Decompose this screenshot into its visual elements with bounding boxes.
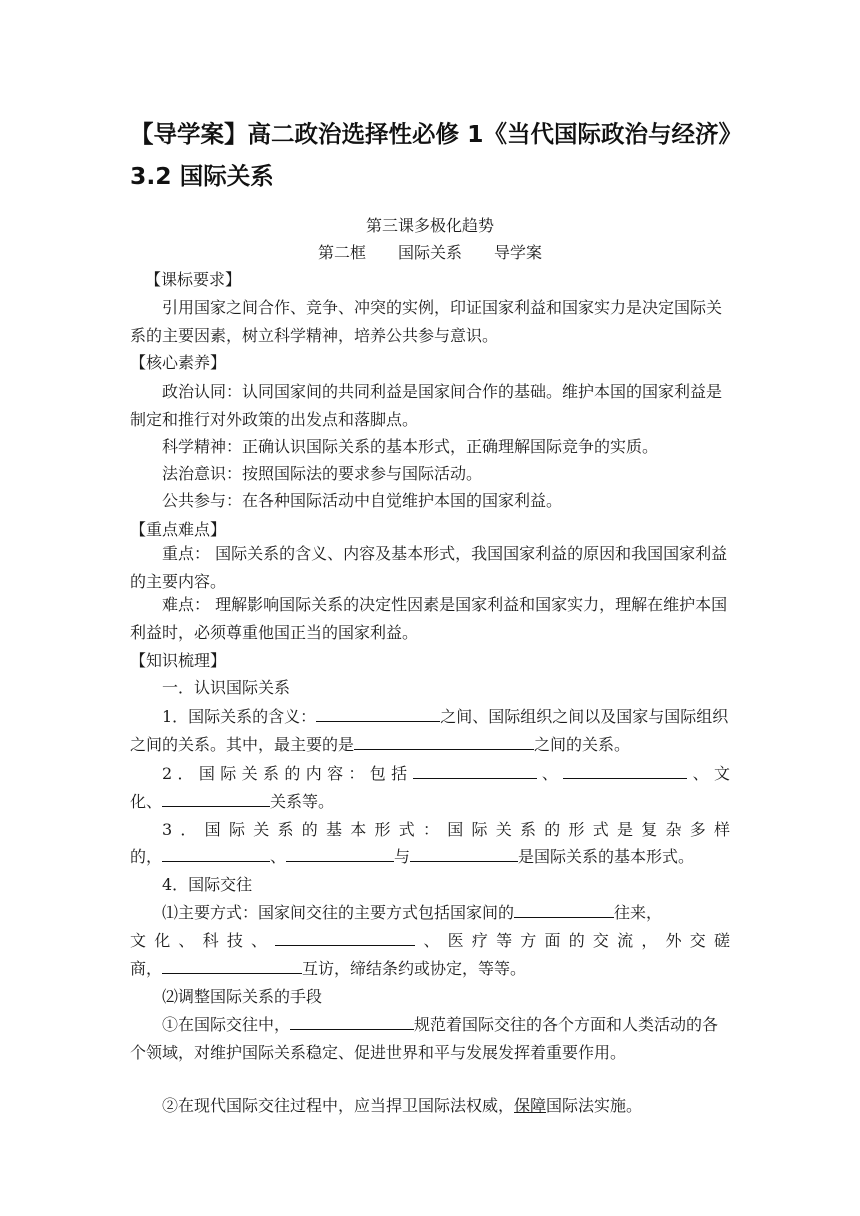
core-literacy-public: 公共参与：在各种国际活动中自觉维护本国的国家利益。 (162, 491, 563, 510)
item-4-1-methods-cont2: 商， 互访，缔结条约或协定，等等。 (130, 955, 730, 983)
item-4-1-methods-cont: 文化、科技、 、医疗等方面的交流，外交磋 (130, 927, 730, 955)
heading-key-points: 【重点难点】 (130, 520, 227, 539)
knowledge-section-heading: 一．认识国际关系 (162, 678, 291, 697)
difficult-point-text: 难点： 理解影响国际关系的决定性因素是国家利益和国家实力，理解在维护本国利益时，必须尊重他国正当的国家利益。 (130, 595, 728, 642)
item-2-content-cont: 化、 关系等。 (130, 788, 730, 816)
item-4-2-point-b: ②在现代国际交往过程中，应当捍卫国际法权威，保障国际法实施。 (162, 1096, 643, 1115)
document-title: 【导学案】高二政治选择性必修 1《当代国际政治与经济》3.2 国际关系 (130, 120, 743, 190)
item-4-1-methods: ⑴主要方式：国家间交往的主要方式包括国家间的 往来， (130, 899, 730, 927)
core-literacy-political: 政治认同：认同国家间的共同利益是国家间合作的基础。维护本国的国家利益是制定和推行对外政策的出发点和落脚点。 (130, 382, 723, 429)
fill-blank[interactable] (563, 760, 687, 779)
item-3-forms-cont: 的， 、 与 是国际关系的基本形式。 (130, 843, 730, 871)
lesson-subtitle: 第三课多极化趋势 (365, 216, 494, 235)
fill-blank[interactable] (286, 843, 394, 862)
item-4-2-point-a: ①在国际交往中， 规范着国际交往的各个方面和人类活动的各个领域，对维护国际关系稳定、促进世界和平与发展发挥着重要作用。 (130, 1011, 730, 1067)
key-point-text: 重点： 国际关系的含义、内容及基本形式，我国国家利益的原因和我国国家利益的主要内容。 (130, 544, 728, 591)
fill-blank[interactable] (514, 899, 614, 918)
core-literacy-law: 法治意识：按照国际法的要求参与国际活动。 (162, 464, 483, 483)
section-subtitle: 第二框 国际关系 导学案 (317, 243, 542, 262)
core-literacy-science: 科学精神：正确认识国际关系的基本形式，正确理解国际竞争的实质。 (162, 437, 659, 456)
fill-blank[interactable] (290, 1011, 414, 1030)
item-4-2-heading: ⑵调整国际关系的手段 (162, 987, 323, 1006)
fill-blank[interactable] (275, 927, 415, 946)
item-1-definition: 1．国际关系的含义： 之间、国际组织之间以及国家与国际组织之间的关系。其中，最主要的是 之间的关系。 (130, 703, 730, 759)
fill-blank[interactable] (354, 731, 534, 750)
fill-blank[interactable] (410, 843, 518, 862)
fill-blank[interactable] (162, 955, 302, 974)
curriculum-requirements-text: 引用国家之间合作、竞争、冲突的实例，印证国家利益和国家实力是决定国际关系的主要因素，树立科学精神，培养公共参与意识。 (130, 298, 723, 345)
fill-blank[interactable] (162, 788, 270, 807)
fill-blank[interactable] (413, 760, 537, 779)
fill-blank[interactable] (316, 703, 440, 722)
heading-curriculum-requirements: 【课标要求】 (145, 270, 242, 289)
item-4-heading: 4．国际交往 (162, 875, 253, 894)
heading-core-literacy: 【核心素养】 (130, 353, 227, 372)
fill-blank[interactable] (162, 843, 270, 862)
heading-knowledge-review: 【知识梳理】 (130, 651, 227, 670)
item-3-forms: 3．国际关系的基本形式：国际关系的形式是复杂多样 (162, 820, 730, 839)
item-2-content: 2．国际关系的内容：包括 、 、文 (130, 760, 730, 788)
